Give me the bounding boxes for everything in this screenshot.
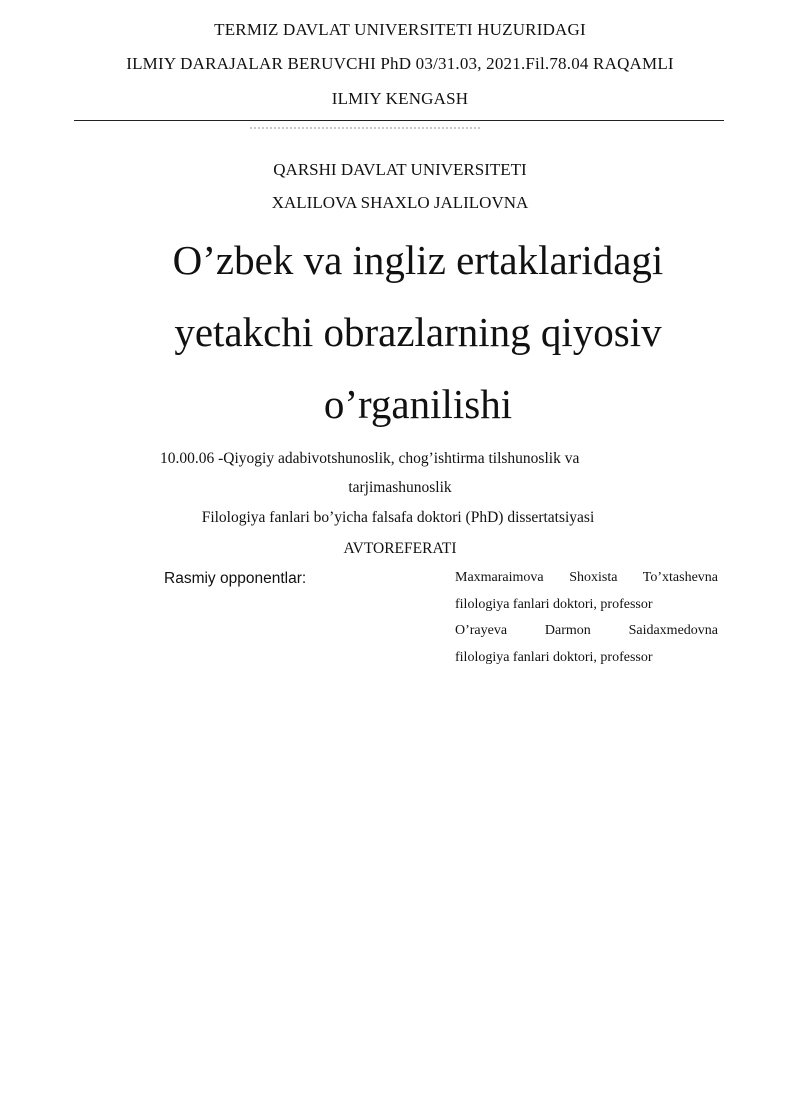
document-type: AVTOREFERATI [343, 540, 457, 557]
title-line-1: O’zbek va ingliz ertaklaridagi [172, 237, 664, 283]
council-header-line-3: ILMIY KENGASH [331, 89, 469, 108]
council-header-line-2: ILMIY DARAJALAR BERUVCHI PhD 03/31.03, 2021.Fil.78.04 RAQAMLI [126, 54, 674, 73]
dissertation-title [0, 224, 800, 440]
council-header-line-1: TERMIZ DAVLAT UNIVERSITETI HUZURIDAGI [214, 20, 586, 39]
degree-description: Filologiya fanlari bo’yicha falsafa doktori (PhD) dissertatsiyasi [201, 509, 595, 526]
title-line-2: yetakchi obrazlarning qiyosiv [174, 309, 662, 355]
opponent-name: O’rayeva Darmon Saidaxmedovna [455, 623, 718, 638]
institution-name: QARSHI DAVLAT UNIVERSITETI [273, 160, 527, 179]
title-line-3: o’rganilishi [323, 381, 513, 427]
opponents-label: Rasmiy opponentlar: [164, 570, 307, 587]
opponents-list [455, 570, 718, 676]
specialty-line-2: tarjimashunoslik [348, 479, 452, 496]
opponent-name: Maxmaraimova Shoxista To’xtashevna [455, 570, 718, 585]
header-divider [74, 120, 724, 121]
specialty-line-1: 10.00.06 -Qiyogiy adabivotshunoslik, chog’ishtirma tilshunoslik va [160, 450, 580, 467]
faint-scan-mark [250, 127, 480, 129]
author-name: XALILOVA SHAXLO JALILOVNA [271, 193, 529, 212]
opponent-title: filologiya fanlari doktori, professor [455, 649, 653, 665]
opponent-title: filologiya fanlari doktori, professor [455, 596, 653, 612]
